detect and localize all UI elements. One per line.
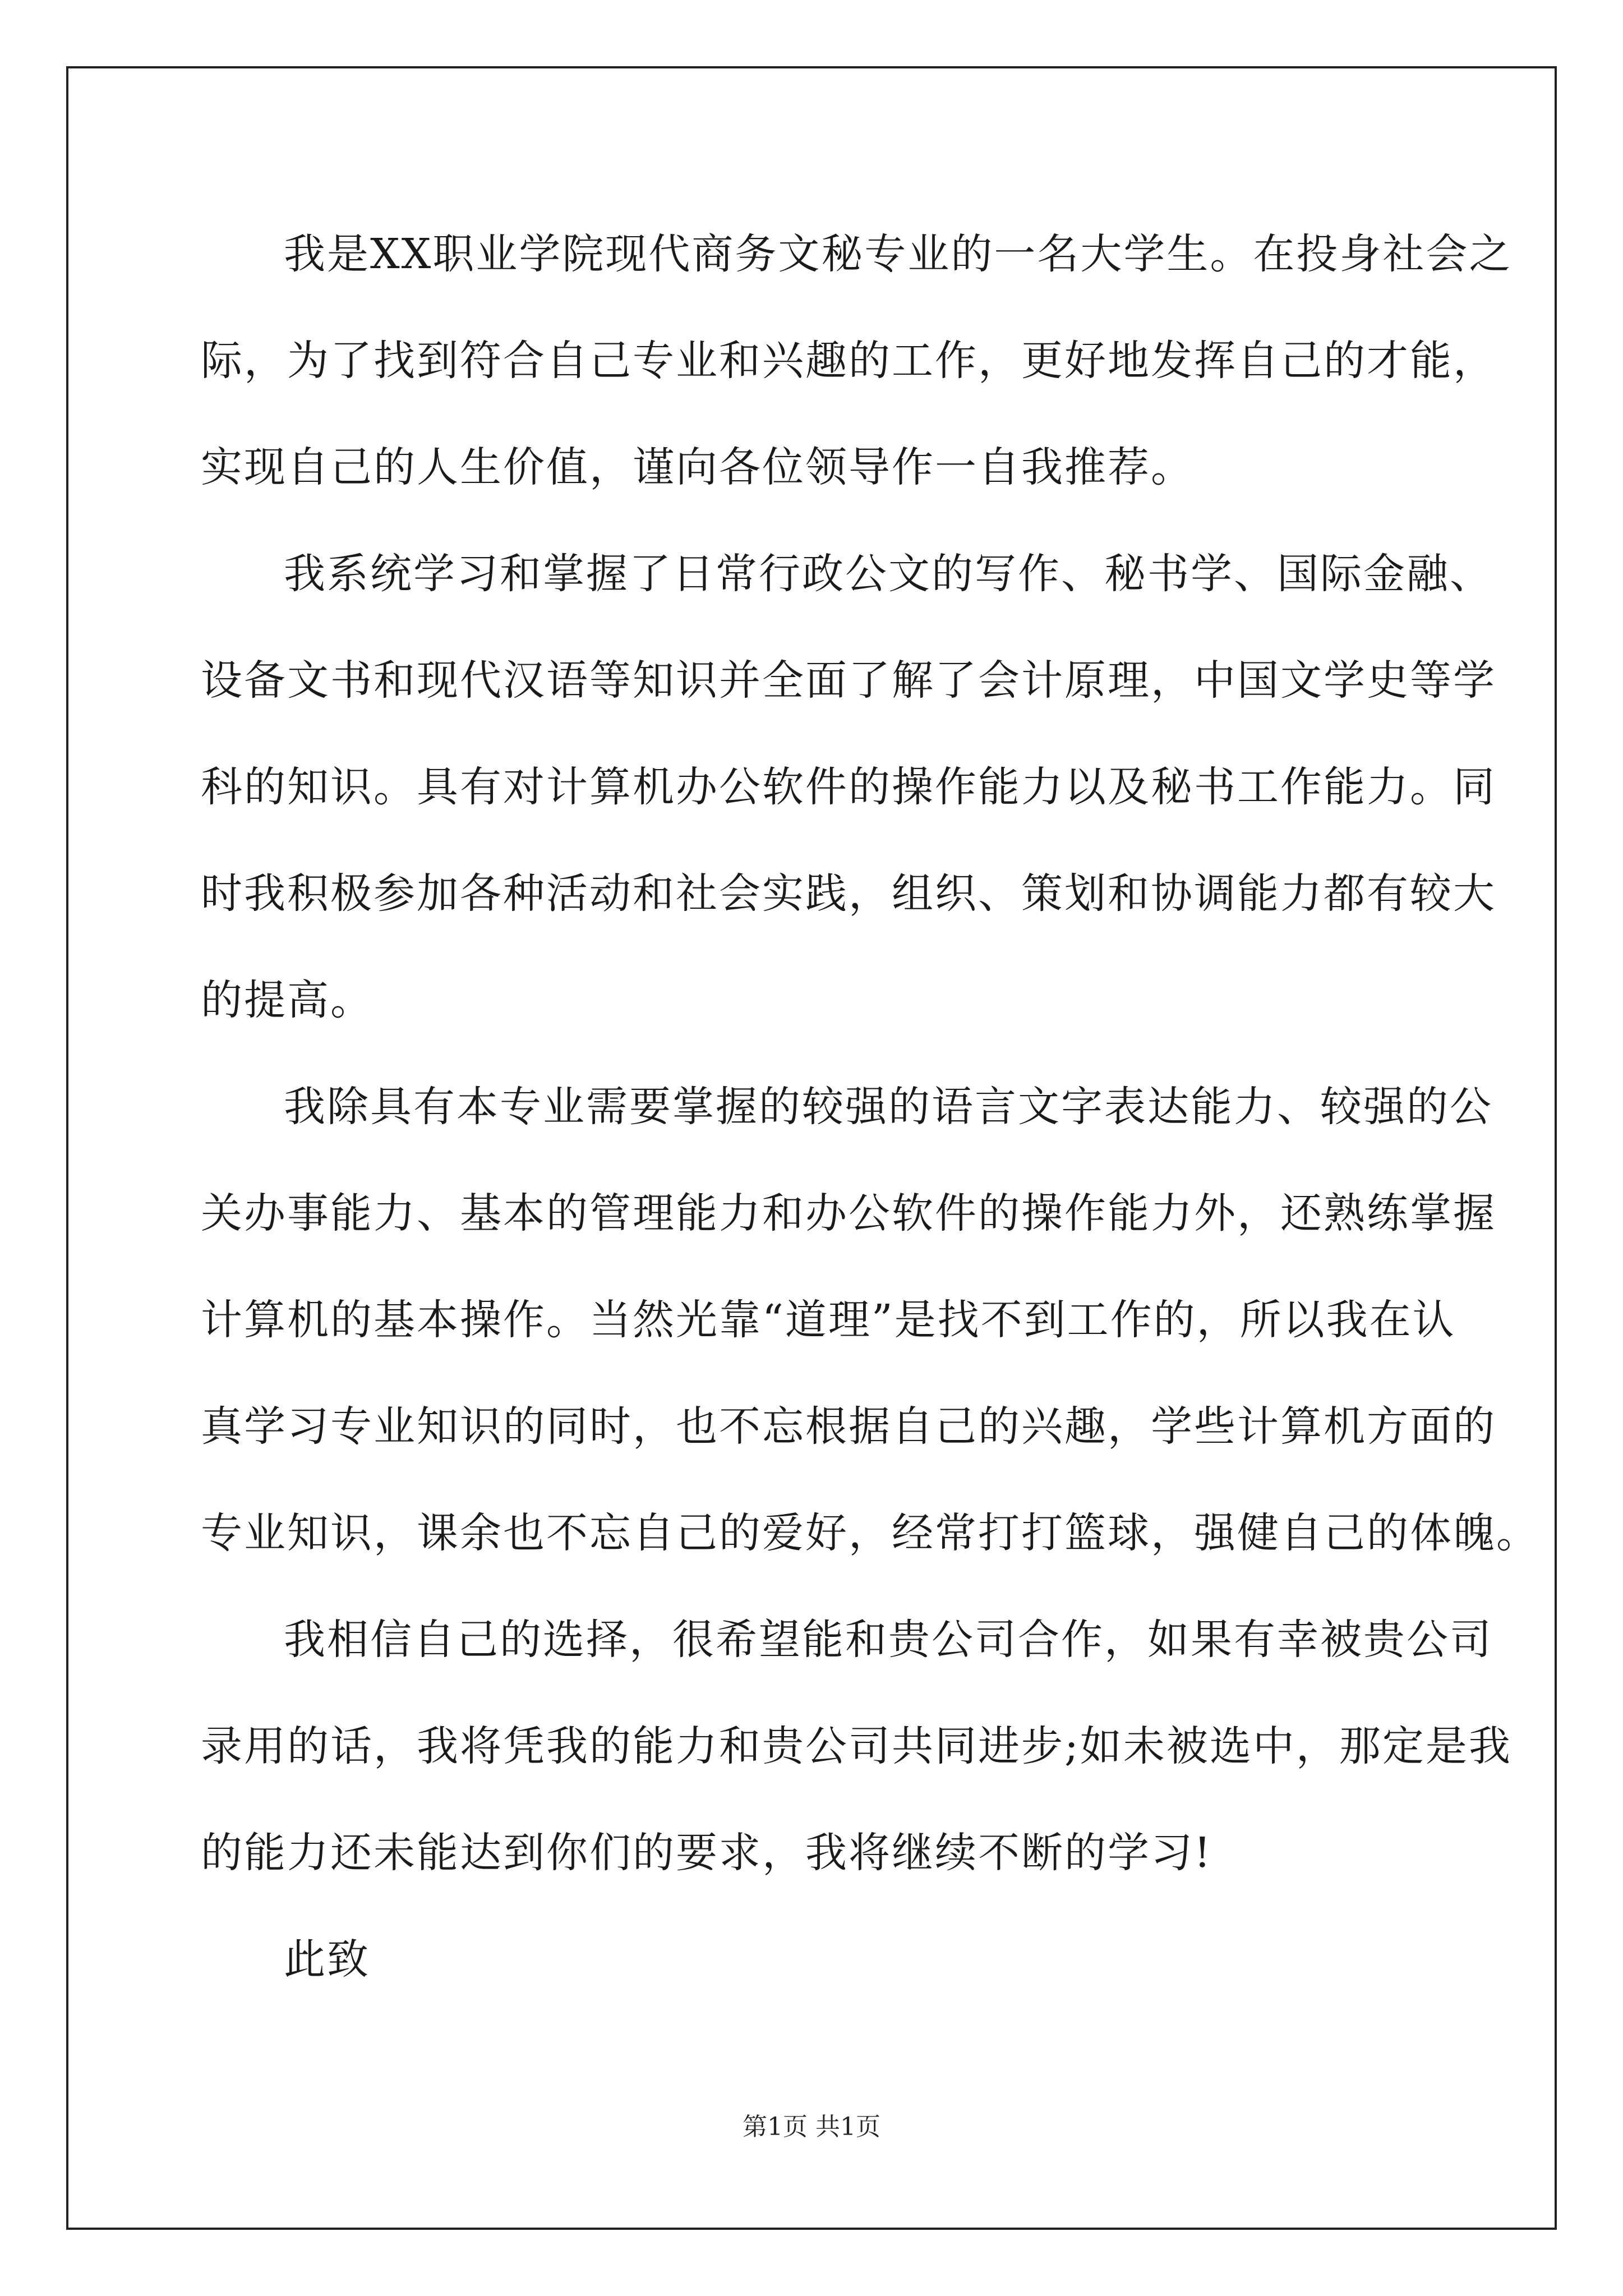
paragraph-4-line-2: 录用的话，我将凭我的能力和贵公司共同进步;如未被选中，那定是我	[201, 1722, 1512, 1770]
page-border	[66, 66, 1557, 2230]
paragraph-2-line-4: 时我积极参加各种活动和社会实践，组织、策划和协调能力都有较大	[201, 869, 1496, 918]
paragraph-1-line-2: 际，为了找到符合自己专业和兴趣的工作，更好地发挥自己的才能，	[201, 337, 1496, 385]
paragraph-4-line-3: 的能力还未能达到你们的要求，我将继续不断的学习!	[201, 1829, 1212, 1877]
paragraph-3-line-4: 真学习专业知识的同时，也不忘根据自己的兴趣，学些计算机方面的	[201, 1402, 1496, 1451]
paragraph-1-line-1: 我是XX职业学院现代商务文秘专业的一名大学生。在投身社会之	[284, 230, 1513, 278]
paragraph-2-line-5: 的提高。	[201, 976, 374, 1024]
paragraph-3-line-2: 关办事能力、基本的管理能力和办公软件的操作能力外，还熟练掌握	[201, 1189, 1496, 1237]
paragraph-2-line-2: 设备文书和现代汉语等知识并全面了解了会计原理，中国文学史等学	[201, 656, 1496, 705]
paragraph-2-line-3: 科的知识。具有对计算机办公软件的操作能力以及秘书工作能力。同	[201, 763, 1496, 811]
paragraph-4-line-1: 我相信自己的选择，很希望能和贵公司合作，如果有幸被贵公司	[284, 1616, 1493, 1664]
paragraph-3-line-5: 专业知识，课余也不忘自己的爱好，经常打打篮球，强健自己的体魄。	[201, 1509, 1539, 1557]
paragraph-1-line-3: 实现自己的人生价值，谨向各位领导作一自我推荐。	[201, 443, 1194, 491]
paragraph-3-line-1: 我除具有本专业需要掌握的较强的语言文字表达能力、较强的公	[284, 1083, 1493, 1131]
page-number-footer: 第1页 共1页	[743, 2113, 880, 2141]
paragraph-2-line-1: 我系统学习和掌握了日常行政公文的写作、秘书学、国际金融、	[284, 550, 1493, 598]
paragraph-3-line-3: 计算机的基本操作。当然光靠“道理”是找不到工作的，所以我在认	[201, 1296, 1456, 1344]
closing-salutation: 此致	[284, 1935, 370, 1984]
